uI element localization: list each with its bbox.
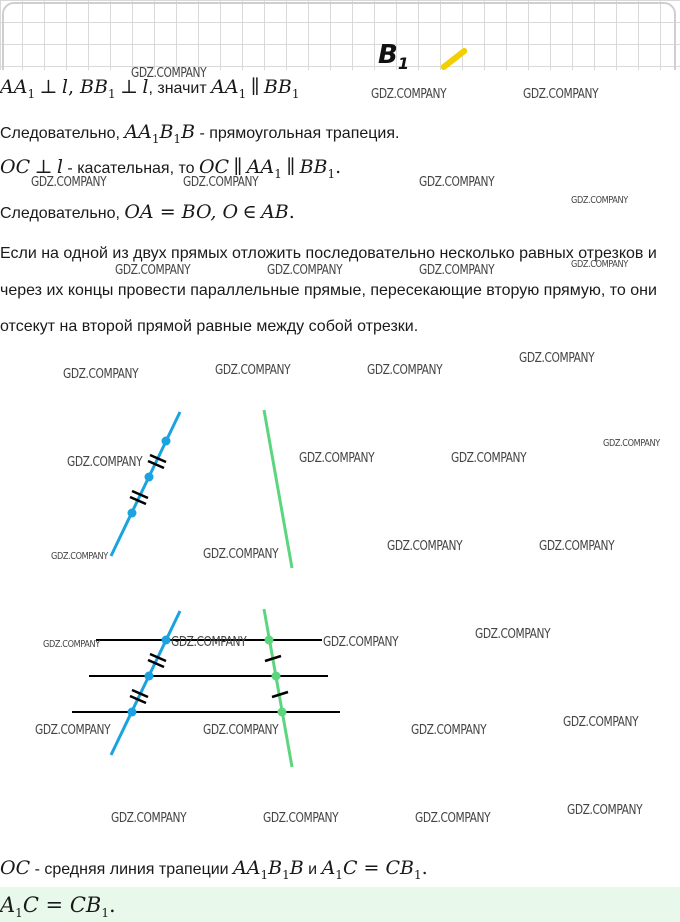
watermark: GDZ.COMPANY [203,723,279,738]
watermark: GDZ.COMPANY [115,263,191,278]
watermark: GDZ.COMPANY [475,627,551,642]
watermark: GDZ.COMPANY [43,639,100,650]
point-2a [162,636,171,645]
watermark: GDZ.COMPANY [419,263,495,278]
solution-line-4: Следовательно, OA = BO, O ∈ AB. [0,201,295,223]
watermark: GDZ.COMPANY [567,803,643,818]
point-1c [128,509,137,518]
point-2f [278,708,287,717]
watermark: GDZ.COMPANY [215,363,291,378]
watermark: GDZ.COMPANY [419,175,495,190]
watermark: GDZ.COMPANY [323,635,399,650]
watermark: GDZ.COMPANY [183,175,259,190]
watermark: GDZ.COMPANY [267,263,343,278]
solution-line-2: Следовательно, $AA_1B_1B$ - прямоугольная трапеция. [0,121,400,146]
watermark: GDZ.COMPANY [63,367,139,382]
blue-line-1 [111,412,180,556]
watermark: GDZ.COMPANY [451,451,527,466]
watermark: GDZ.COMPANY [519,351,595,366]
watermark: GDZ.COMPANY [563,715,639,730]
watermark: GDZ.COMPANY [35,723,111,738]
watermark: GDZ.COMPANY [111,811,187,826]
watermark: GDZ.COMPANY [131,66,207,81]
watermark: GDZ.COMPANY [387,539,463,554]
watermark: GDZ.COMPANY [571,259,628,270]
watermark: GDZ.COMPANY [571,195,628,206]
solution-line-1: $AA_1$ ⊥ l, $BB_1$ ⊥ l, значит $AA_1$ ∥ $BB_1$ [0,76,300,101]
watermark: GDZ.COMPANY [523,87,599,102]
watermark: GDZ.COMPANY [415,811,491,826]
green-line-1 [264,410,292,568]
watermark: GDZ.COMPANY [367,363,443,378]
watermark: GDZ.COMPANY [203,547,279,562]
blue-line-2 [111,611,180,755]
watermark: GDZ.COMPANY [603,438,660,449]
point-2c [128,708,137,717]
watermark: GDZ.COMPANY [67,455,143,470]
green-line-2 [264,609,292,767]
midline-statement: OC - средняя линия трапеции $AA_1B_1B$ и $A_1C = CB_1$. [0,857,428,882]
point-2e [272,672,281,681]
point-1b [145,473,154,482]
watermark: GDZ.COMPANY [371,87,447,102]
thales-theorem-text: Если на одной из двух прямых отложить последовательно несколько равных отрезков и через их концы провести параллельные прямые, пересекающие вторую прямую, то они отсекут на второй прямой равные между собой отрезки. [0,245,657,335]
watermark: GDZ.COMPANY [539,539,615,554]
watermark: GDZ.COMPANY [51,551,108,562]
point-2b [145,672,154,681]
watermark: GDZ.COMPANY [263,811,339,826]
point-2d [265,636,274,645]
watermark: GDZ.COMPANY [299,451,375,466]
grid-label-b1: $B_1$ [378,40,409,70]
point-1a [162,437,171,446]
watermark: GDZ.COMPANY [171,635,247,650]
answer-formula: $A_1C = CB_1$. [0,893,116,921]
solution-line-3: OC ⊥ l - касательная, то OC ∥ $AA_1$ ∥ $BB_1$. [0,156,342,181]
watermark: GDZ.COMPANY [411,723,487,738]
answer-box [0,887,680,922]
watermark: GDZ.COMPANY [31,175,107,190]
